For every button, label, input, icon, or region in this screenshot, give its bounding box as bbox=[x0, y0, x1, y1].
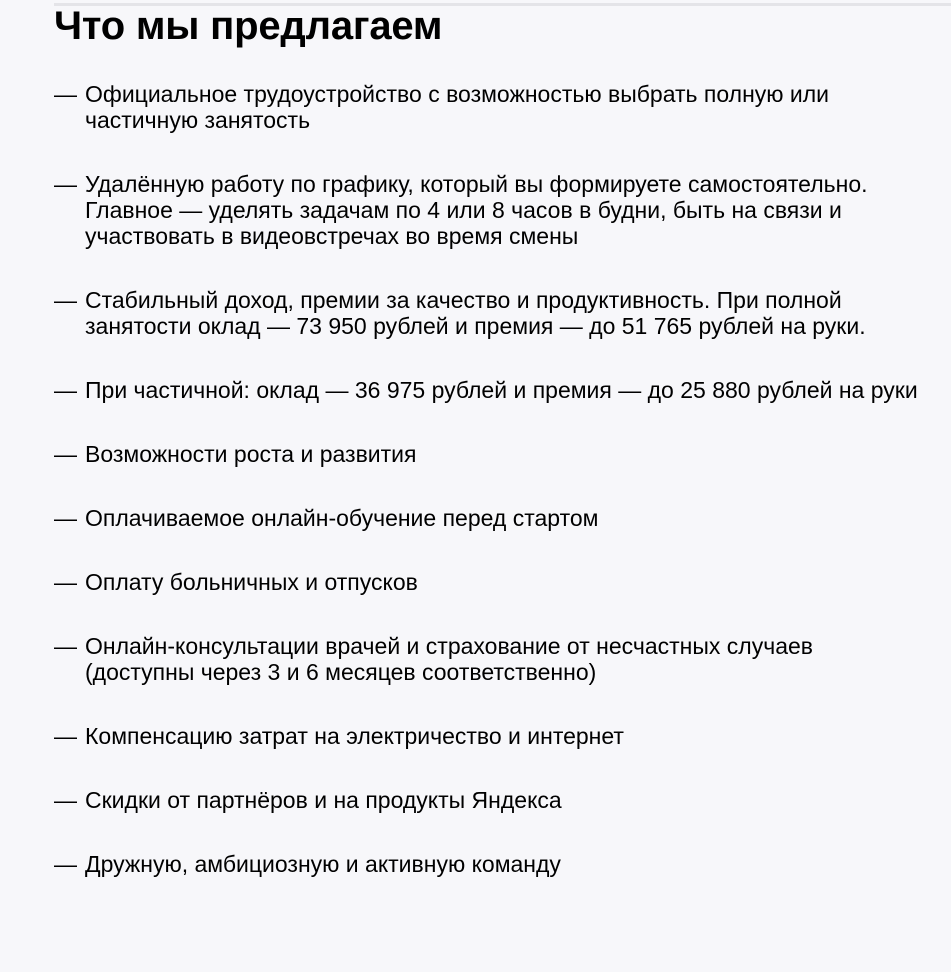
dash-marker: — bbox=[54, 171, 77, 197]
list-item bbox=[54, 851, 924, 877]
list-item-text: Оплачиваемое онлайн-обучение перед стартом bbox=[85, 505, 599, 531]
list-item bbox=[54, 505, 924, 531]
list-item bbox=[54, 633, 924, 685]
list-item-text: Стабильный доход, премии за качество и продуктивность. При полной занятости оклад — 73 950 рублей и премия — до 51 765 рублей на руки. bbox=[85, 287, 866, 339]
dash-marker: — bbox=[54, 569, 77, 595]
dash-marker: — bbox=[54, 377, 77, 403]
list-item bbox=[54, 723, 924, 749]
dash-marker: — bbox=[54, 787, 77, 813]
dash-marker: — bbox=[54, 287, 77, 313]
list-item bbox=[54, 569, 924, 595]
dash-marker: — bbox=[54, 81, 77, 107]
offer-list bbox=[54, 81, 924, 877]
list-item-text: Удалённую работу по графику, который вы формируете самостоятельно. Главное — уделять задачам по 4 или 8 часов в будни, быть на связи и участвовать в видеовстречах во время смены bbox=[85, 171, 868, 249]
dash-marker: — bbox=[54, 633, 77, 659]
section-title: Что мы предлагаем bbox=[54, 4, 443, 48]
list-item-text: Официальное трудоустройство с возможностью выбрать полную или частичную занятость bbox=[85, 81, 830, 133]
list-item-text: При частичной: оклад — 36 975 рублей и премия — до 25 880 рублей на руки bbox=[85, 377, 918, 403]
list-item bbox=[54, 377, 924, 403]
dash-marker: — bbox=[54, 441, 77, 467]
list-item-text: Возможности роста и развития bbox=[85, 441, 417, 467]
list-item bbox=[54, 787, 924, 813]
list-item-text: Оплату больничных и отпусков bbox=[85, 569, 418, 595]
list-item bbox=[54, 441, 924, 467]
list-item bbox=[54, 171, 924, 249]
list-item-text: Онлайн-консультации врачей и страхование от несчастных случаев (доступны через 3 и 6 месяцев соответственно) bbox=[85, 633, 814, 685]
list-item bbox=[54, 81, 924, 133]
list-item-text: Скидки от партнёров и на продукты Яндекса bbox=[85, 787, 562, 813]
dash-marker: — bbox=[54, 851, 77, 877]
list-item-text: Компенсацию затрат на электричество и интернет bbox=[85, 723, 624, 749]
list-item-text: Дружную, амбициозную и активную команду bbox=[85, 851, 561, 877]
dash-marker: — bbox=[54, 505, 77, 531]
list-item bbox=[54, 287, 924, 339]
dash-marker: — bbox=[54, 723, 77, 749]
